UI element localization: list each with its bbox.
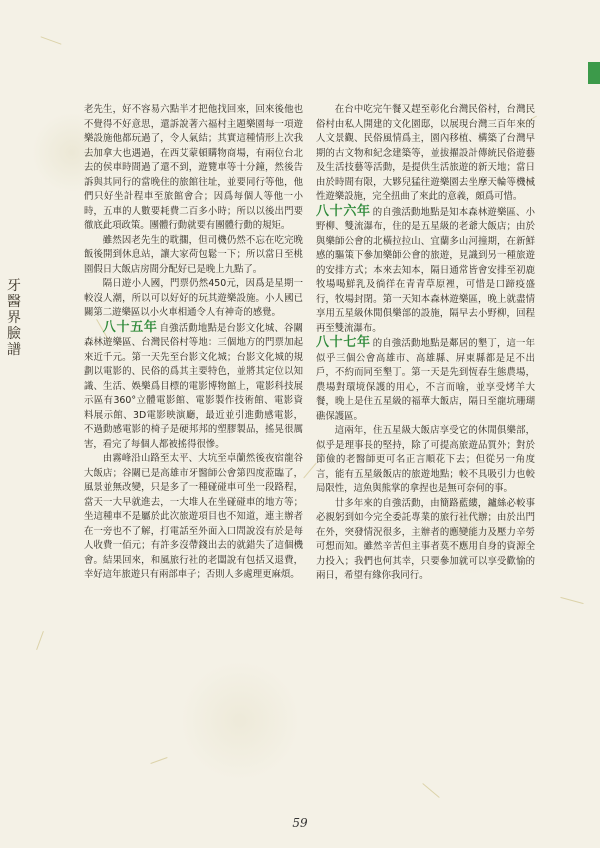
paragraph-text: 的自強活動地點是知本森林遊樂區、小野柳、雙流瀑布，住的是五星級的老爺大飯店；由於與樂師公會的北橫拉拉山、宜蘭多山河撞期，在新鮮感的驅策下參加樂師公會的旅遊，見識到另一種旅遊的安排方式；本來去知本，隔日通常皆會安排至初鹿牧場喝鮮乳及徜徉在青青草原裡，可惜是口蹄疫盛行，牧場封閉。第一天知本森林遊樂區，晚上就盡情享用五星級休閒俱樂部的設施，隔早去小野柳，回程再至雙流瀑布。 xyxy=(316,206,535,334)
right-text-column xyxy=(316,103,535,584)
paper-fiber xyxy=(150,757,167,764)
paragraph: 這兩年，住五星級大飯店享受它的休閒俱樂部，似乎是理事長的堅持，除了可提高旅遊品質外；對於節儉的老醫師更可名正言順花下去；但從另一角度言，能有五星級飯店的旅遊地點；較不具吸引力也較局限性，這魚與熊掌的拿捏也是無可奈何的事。 xyxy=(316,425,535,494)
paragraph: 廿多年來的自強活動，由簡路藍縷，鑪絲必較事必親躬到如今完全委託專業的旅行社代辦；由於出門在外，突發情況很多，主辦者的應變能力及壓力辛勞可想而知。雖然辛苦但主事者莫不應用自身的資源全力投入；我們也何其幸，只要參加就可以享受歡愉的兩日，希望有緣你我同行。 xyxy=(316,497,535,581)
paragraph-with-year-heading xyxy=(84,321,303,453)
section-tab-marker xyxy=(588,62,600,84)
left-text-column xyxy=(84,103,303,583)
year-highlight: 八十七年 xyxy=(316,335,371,350)
paragraph: 由霧峰沿山路至太平、大坑至卓蘭然後夜宿龍谷大飯店；谷關已是高雄市牙醫師公會第四度蒞臨了，風景並無改變，只是多了一種碰碰車可坐一段路程，當天一大早就進去，一大堆人在坐碰碰車的地方等；坐這種車不是屬於此次旅遊項目也不知道，連主辦者在一旁也不了解，打電話至外面入口問說沒有於是每人收費一佰元；有許多沒帶錢出去的就錯失了這個機會。結果回來，和風旅行社的老闆說有包括又退費，幸好這年旅遊只有兩部車子；否則人多處理更麻煩。 xyxy=(84,453,303,580)
paper-fiber xyxy=(40,36,61,44)
page-number: 59 xyxy=(292,816,308,830)
paper-fiber xyxy=(422,783,439,798)
paragraph: 在台中吃完午餐又趕至彰化台灣民俗村，台灣民俗村由私人開建的文化園邸，以展現台灣三百年來的人文景觀、民俗風情爲主，園內移植、構築了台灣早期的古文物和紀念建築等，並拔擢設計傳統民俗遊藝及生活技藝等活動，是提供生活旅遊的新天地；當日由於時間有限，大夥兒猛往遊樂園去坐摩天輪等機械性遊樂設施，完全扭曲了來此的意義，頗爲可惜。 xyxy=(316,104,535,202)
paper-fiber xyxy=(36,631,44,650)
paper-fiber xyxy=(560,597,583,604)
paragraph: 隔日遊小人國，門票仍然450元，因爲是星期一較沒人潮，所以可以好好的玩其遊樂設施。小人國已關第二遊樂區以小火車相通令人有神奇的感覺。 xyxy=(84,278,303,318)
section-vertical-title: 牙醫界臉譜 xyxy=(7,278,21,358)
paragraph-with-year-heading xyxy=(316,336,535,424)
paragraph-with-year-heading xyxy=(316,205,535,337)
paragraph: 雖然因老先生的耽擱，但司機仍然不忘在吃完晚飯後開到休息站，讓大家荷包鬆一下；所以當日至桃園假日大飯店房間分配好已是晚上九點了。 xyxy=(84,234,303,275)
paragraph: 老先生，好不容易六點半才把他找回來，回來後他也不覺得不好意思，還訴說著六福村主題樂園每一項遊樂設施他都玩過了，令人氣結；其實這種情形上次我去加拿大也遇過，在西艾蒙頓購物商場，有兩位台北去的侯車時間過了還不到，遊覽車等十分鐘，然後告訴與其同行的當晚住的旅館往址，並要同行等他，他們只好坐計程車至旅館會合；因爲每個人等他一小時，五車的人數要耗費二百多小時；所以以後出門要徹底此項政策。團體行動就要有團體行動的規矩。 xyxy=(84,104,303,231)
paper-fiber xyxy=(303,463,317,479)
paragraph-text: 自強活動地點是台影文化城、谷關森林遊樂區、台灣民俗村等地：三個地方的門票加起來近千元。第一天先至台影文化城；台影文化城的規劃以電影的、民俗的爲其主要特色，並將其定位以知識、生活、娛樂爲目標的電影博物館上，電影科技展示區有360°立體電影館、電影製作技術館、電影資料展示館、3D電影映演廳，最近並引進動感電影，不過動感電影的椅子是硬邦邦的塑膠製品，搖晃很厲害，看完了每個人都被搖得很慘。 xyxy=(84,322,303,450)
paragraph-text: 的自強活動地點是鄰居的墾丁，這一年似乎三個公會高雄市、高雄縣、屏東縣都是足不出戶，不約而同至墾丁。第一天是先到恆春生態農場，農場對環境保護的用心，不言而喻，並享受烤羊大餐，晚上是住五星級的福華大飯店，隔日至龍坑珊瑚礁保護區。 xyxy=(316,338,535,422)
year-highlight: 八十五年 xyxy=(102,319,158,335)
year-highlight: 八十六年 xyxy=(316,203,371,219)
